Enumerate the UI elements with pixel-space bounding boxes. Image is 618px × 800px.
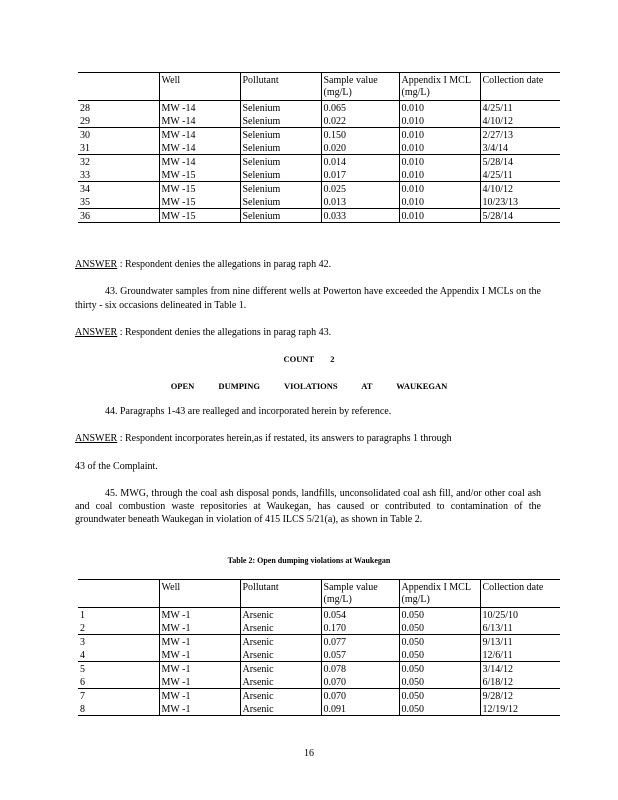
- cell-well: MW -1: [159, 675, 240, 689]
- cell-index: 35: [78, 195, 159, 209]
- answer-label: ANSWER: [75, 327, 118, 338]
- count-subtitle: OPEN DUMPING VIOLATIONS AT WAUKEGAN: [170, 381, 448, 391]
- header-well: Well: [159, 580, 240, 608]
- cell-mcl: 0.050: [399, 608, 480, 622]
- cell-pollutant: Arsenic: [240, 689, 321, 703]
- cell-mcl: 0.010: [399, 128, 480, 142]
- cell-sample-value: 0.170: [321, 621, 399, 635]
- cell-sample-value: 0.033: [321, 209, 399, 223]
- cell-index: 3: [80, 636, 85, 648]
- header-sample-value: Sample value (mg/L): [321, 73, 399, 101]
- cell-well: MW -14: [159, 101, 240, 115]
- cell-pollutant: Selenium: [240, 209, 321, 223]
- cell-index: 1: [80, 609, 85, 621]
- cell-collection-date: 5/28/14: [480, 155, 560, 169]
- cell-index: 2: [78, 621, 159, 635]
- cell-sample-value: 0.070: [321, 689, 399, 703]
- page-number: 16: [304, 748, 314, 759]
- cell-index: 7: [80, 690, 85, 702]
- table-row: [78, 168, 560, 182]
- table-row: [78, 128, 560, 142]
- cell-sample-value: 0.077: [321, 635, 399, 649]
- cell-collection-date: 12/6/11: [480, 648, 560, 662]
- cell-sample-value: 0.065: [321, 101, 399, 115]
- header-sample-value: Sample value (mg/L): [321, 580, 399, 608]
- cell-collection-date: 3/4/14: [480, 141, 560, 155]
- table-row: [78, 141, 560, 155]
- cell-sample-value: 0.054: [321, 608, 399, 622]
- cell-pollutant: Arsenic: [240, 608, 321, 622]
- cell-mcl: 0.010: [399, 114, 480, 128]
- cell-sample-value: 0.025: [321, 182, 399, 196]
- table-row: [78, 114, 560, 128]
- header-pollutant: Pollutant: [240, 580, 321, 608]
- cell-collection-date: 4/25/11: [480, 101, 560, 115]
- cell-pollutant: Arsenic: [240, 675, 321, 689]
- cell-pollutant: Selenium: [240, 141, 321, 155]
- arsenic-exceedance-table: [78, 579, 560, 716]
- table-row: [78, 689, 560, 703]
- cell-well: MW -1: [159, 635, 240, 649]
- cell-pollutant: Selenium: [240, 182, 321, 196]
- count-title: COUNT 2: [283, 354, 335, 364]
- cell-mcl: 0.050: [399, 675, 480, 689]
- header-mcl: Appendix I MCL (mg/L): [399, 73, 480, 101]
- cell-pollutant: Selenium: [240, 114, 321, 128]
- cell-collection-date: 5/28/14: [480, 209, 560, 223]
- table-row: [78, 635, 560, 649]
- cell-collection-date: 4/25/11: [480, 168, 560, 182]
- table-row: [78, 195, 560, 209]
- header-index: [78, 73, 159, 101]
- cell-pollutant: Arsenic: [240, 621, 321, 635]
- header-well: Well: [159, 73, 240, 101]
- cell-well: MW -14: [159, 155, 240, 169]
- cell-well: MW -1: [159, 621, 240, 635]
- cell-well: MW -14: [159, 114, 240, 128]
- cell-index: 8: [78, 702, 159, 716]
- answer-42: [75, 258, 541, 272]
- paragraph-44: 44. Paragraphs 1-43 are realleged and incorporated herein by reference.: [105, 406, 392, 417]
- cell-mcl: 0.010: [399, 101, 480, 115]
- answer-label: ANSWER: [75, 259, 118, 270]
- table-row: [78, 209, 560, 223]
- table-header-row: [78, 73, 560, 101]
- paragraph-45: 45. MWG, through the coal ash disposal ponds, landfills, unconsolidated coal ash fill, and/or other coal ash and coal combustion waste repositories at Waukegan, has caused or contributed to contamination of the groundwater beneath Waukegan in violation of 415 ILCS 5/21(a), as shown in Table 2.: [75, 488, 541, 525]
- table-2-caption: Table 2: Open dumping violations at Waukegan: [227, 556, 391, 565]
- cell-collection-date: 9/13/11: [480, 635, 560, 649]
- cell-collection-date: 2/27/13: [480, 128, 560, 142]
- cell-pollutant: Selenium: [240, 168, 321, 182]
- cell-pollutant: Arsenic: [240, 648, 321, 662]
- cell-well: MW -1: [159, 689, 240, 703]
- cell-well: MW -1: [159, 702, 240, 716]
- cell-mcl: 0.050: [399, 635, 480, 649]
- cell-mcl: 0.050: [399, 648, 480, 662]
- cell-index: 4: [78, 648, 159, 662]
- table-row: [78, 702, 560, 716]
- cell-index: 6: [78, 675, 159, 689]
- cell-mcl: 0.010: [399, 182, 480, 196]
- header-collection-date: Collection date: [480, 580, 560, 608]
- cell-well: MW -15: [159, 182, 240, 196]
- answer-label: ANSWER: [75, 433, 118, 444]
- cell-mcl: 0.010: [399, 155, 480, 169]
- cell-mcl: 0.050: [399, 621, 480, 635]
- cell-index: 31: [78, 141, 159, 155]
- cell-pollutant: Arsenic: [240, 702, 321, 716]
- cell-collection-date: 9/28/12: [480, 689, 560, 703]
- header-mcl: Appendix I MCL (mg/L): [399, 580, 480, 608]
- cell-sample-value: 0.014: [321, 155, 399, 169]
- cell-collection-date: 6/18/12: [480, 675, 560, 689]
- cell-pollutant: Selenium: [240, 101, 321, 115]
- cell-mcl: 0.010: [399, 195, 480, 209]
- cell-mcl: 0.050: [399, 689, 480, 703]
- cell-mcl: 0.010: [399, 141, 480, 155]
- cell-index: 30: [80, 129, 90, 141]
- cell-well: MW -1: [159, 648, 240, 662]
- cell-sample-value: 0.091: [321, 702, 399, 716]
- cell-well: MW -15: [159, 168, 240, 182]
- cell-pollutant: Arsenic: [240, 662, 321, 676]
- header-index: [78, 580, 159, 608]
- cell-collection-date: 3/14/12: [480, 662, 560, 676]
- answer-text: : Respondent incorporates herein,as if restated, its answers to paragraphs 1 through: [119, 433, 452, 444]
- table-row: [78, 182, 560, 196]
- cell-index: 33: [78, 168, 159, 182]
- cell-index: 29: [78, 114, 159, 128]
- cell-well: MW -15: [159, 209, 240, 223]
- cell-pollutant: Arsenic: [240, 635, 321, 649]
- answer-text: : Respondent denies the allegations in parag raph 43.: [119, 327, 332, 338]
- cell-well: MW -15: [159, 195, 240, 209]
- cell-sample-value: 0.020: [321, 141, 399, 155]
- cell-well: MW -14: [159, 141, 240, 155]
- cell-sample-value: 0.017: [321, 168, 399, 182]
- table-row: [78, 662, 560, 676]
- cell-collection-date: 6/13/11: [480, 621, 560, 635]
- answer-44-continued: 43 of the Complaint.: [75, 461, 158, 472]
- cell-collection-date: 4/10/12: [480, 182, 560, 196]
- table-header-row: [78, 580, 560, 608]
- cell-collection-date: 4/10/12: [480, 114, 560, 128]
- cell-pollutant: Selenium: [240, 155, 321, 169]
- cell-sample-value: 0.078: [321, 662, 399, 676]
- selenium-exceedance-table: [78, 72, 560, 223]
- cell-index: 32: [80, 156, 90, 168]
- answer-43: [75, 326, 541, 340]
- answer-text: : Respondent denies the allegations in parag raph 42.: [119, 259, 332, 270]
- cell-sample-value: 0.150: [321, 128, 399, 142]
- cell-mcl: 0.010: [399, 209, 480, 223]
- cell-sample-value: 0.022: [321, 114, 399, 128]
- cell-pollutant: Selenium: [240, 195, 321, 209]
- cell-pollutant: Selenium: [240, 128, 321, 142]
- header-collection-date: Collection date: [480, 73, 560, 101]
- table-row: [78, 101, 560, 115]
- cell-sample-value: 0.070: [321, 675, 399, 689]
- answer-44: [75, 432, 541, 446]
- cell-index: 5: [80, 663, 85, 675]
- cell-mcl: 0.050: [399, 702, 480, 716]
- cell-sample-value: 0.013: [321, 195, 399, 209]
- cell-index: 34: [80, 183, 90, 195]
- header-pollutant: Pollutant: [240, 73, 321, 101]
- table-row: [78, 675, 560, 689]
- cell-collection-date: 12/19/12: [480, 702, 560, 716]
- cell-index: 36: [78, 209, 159, 223]
- table-row: [78, 648, 560, 662]
- table-row: [78, 608, 560, 622]
- cell-index: 28: [80, 102, 90, 114]
- cell-well: MW -1: [159, 662, 240, 676]
- cell-well: MW -1: [159, 608, 240, 622]
- table-row: [78, 155, 560, 169]
- cell-collection-date: 10/25/10: [480, 608, 560, 622]
- cell-collection-date: 10/23/13: [480, 195, 560, 209]
- cell-well: MW -14: [159, 128, 240, 142]
- cell-mcl: 0.050: [399, 662, 480, 676]
- table-row: [78, 621, 560, 635]
- cell-mcl: 0.010: [399, 168, 480, 182]
- cell-sample-value: 0.057: [321, 648, 399, 662]
- paragraph-43: 43. Groundwater samples from nine different wells at Powerton have exceeded the Appendix I MCLs on the thirty - six occasions delineated in Table 1.: [75, 286, 541, 311]
